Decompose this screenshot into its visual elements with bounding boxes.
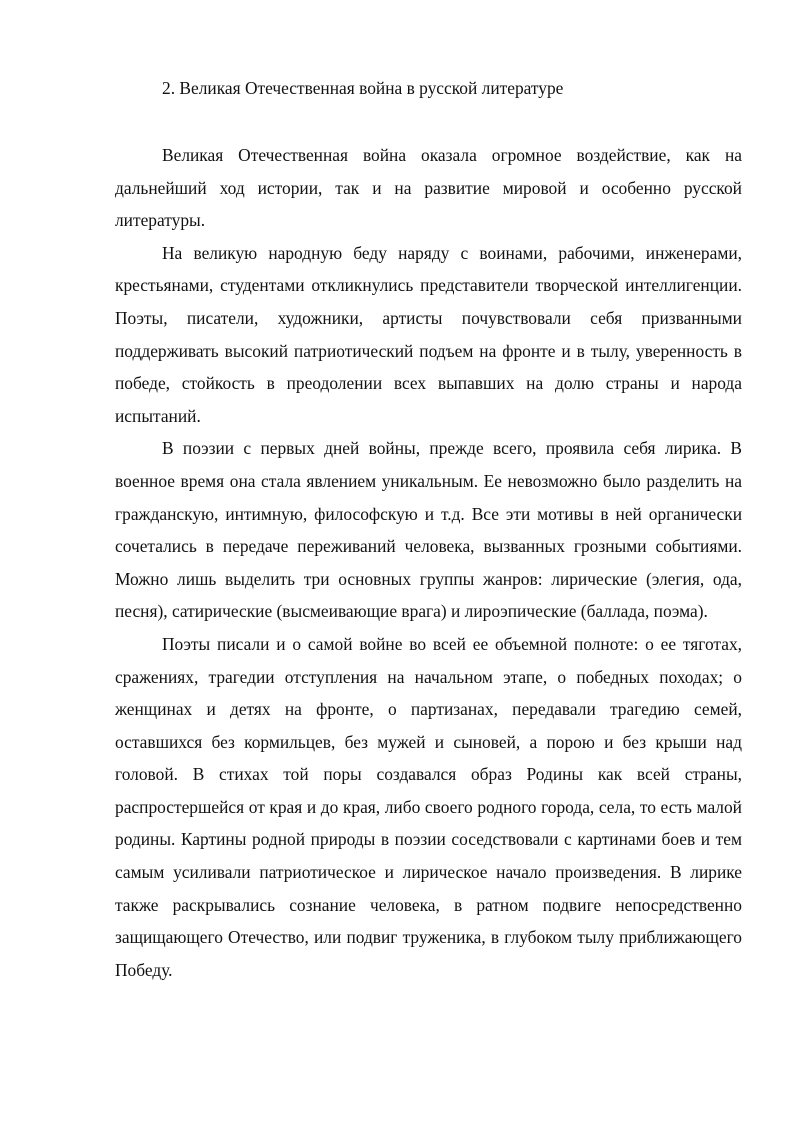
- paragraph-3: В поэзии с первых дней войны, прежде всего, проявила себя лирика. В военное время она стала явлением уникальным. Ее невозможно было разделить на гражданскую, интимную, философскую и т.д. Все эти мотивы в ней органически сочетались в передаче переживаний человека, вызванных грозными событиями. Можно лишь выделить три основных группы жанров: лирические (элегия, ода, песня), сатирические (высмеивающие врага) и лироэпические (баллада, поэма).: [115, 438, 742, 622]
- document-body: [115, 76, 742, 986]
- paragraph-1: Великая Отечественная война оказала огромное воздействие, как на дальнейший ход истории, так и на развитие мировой и особенно русской литературы.: [115, 145, 742, 231]
- paragraph-4: Поэты писали и о самой войне во всей ее объемной полноте: о ее тяготах, сражениях, трагедии отступления на начальном этапе, о победных походах; о женщинах и детях на фронте, о партизанах, передавали трагедию семей, оставшихся без кормильцев, без мужей и сыновей, а порою и без крыши над головой. В стихах той поры создавался образ Родины как всей страны, распростершейся от края и до края, либо своего родного города, села, то есть малой родины. Картины родной природы в поэзии соседствовали с картинами боев и тем самым усиливали патриотическое и лирическое начало произведения. В лирике также раскрывались сознание человека, в ратном подвиге непосредственно защищающего Отечество, или подвиг труженика, в глубоком тылу приближающего Победу.: [115, 633, 742, 980]
- section-heading: 2. Великая Отечественная война в русской литературе: [162, 78, 564, 98]
- paragraph-2: На великую народную беду наряду с воинами, рабочими, инженерами, крестьянами, студентами откликнулись представители творческой интеллигенции. Поэты, писатели, художники, артисты почувствовали себя призванными поддерживать высокий патриотический подъем на фронте и в тылу, уверенность в победе, стойкость в преодолении всех выпавших на долю страны и народа испытаний.: [115, 242, 742, 426]
